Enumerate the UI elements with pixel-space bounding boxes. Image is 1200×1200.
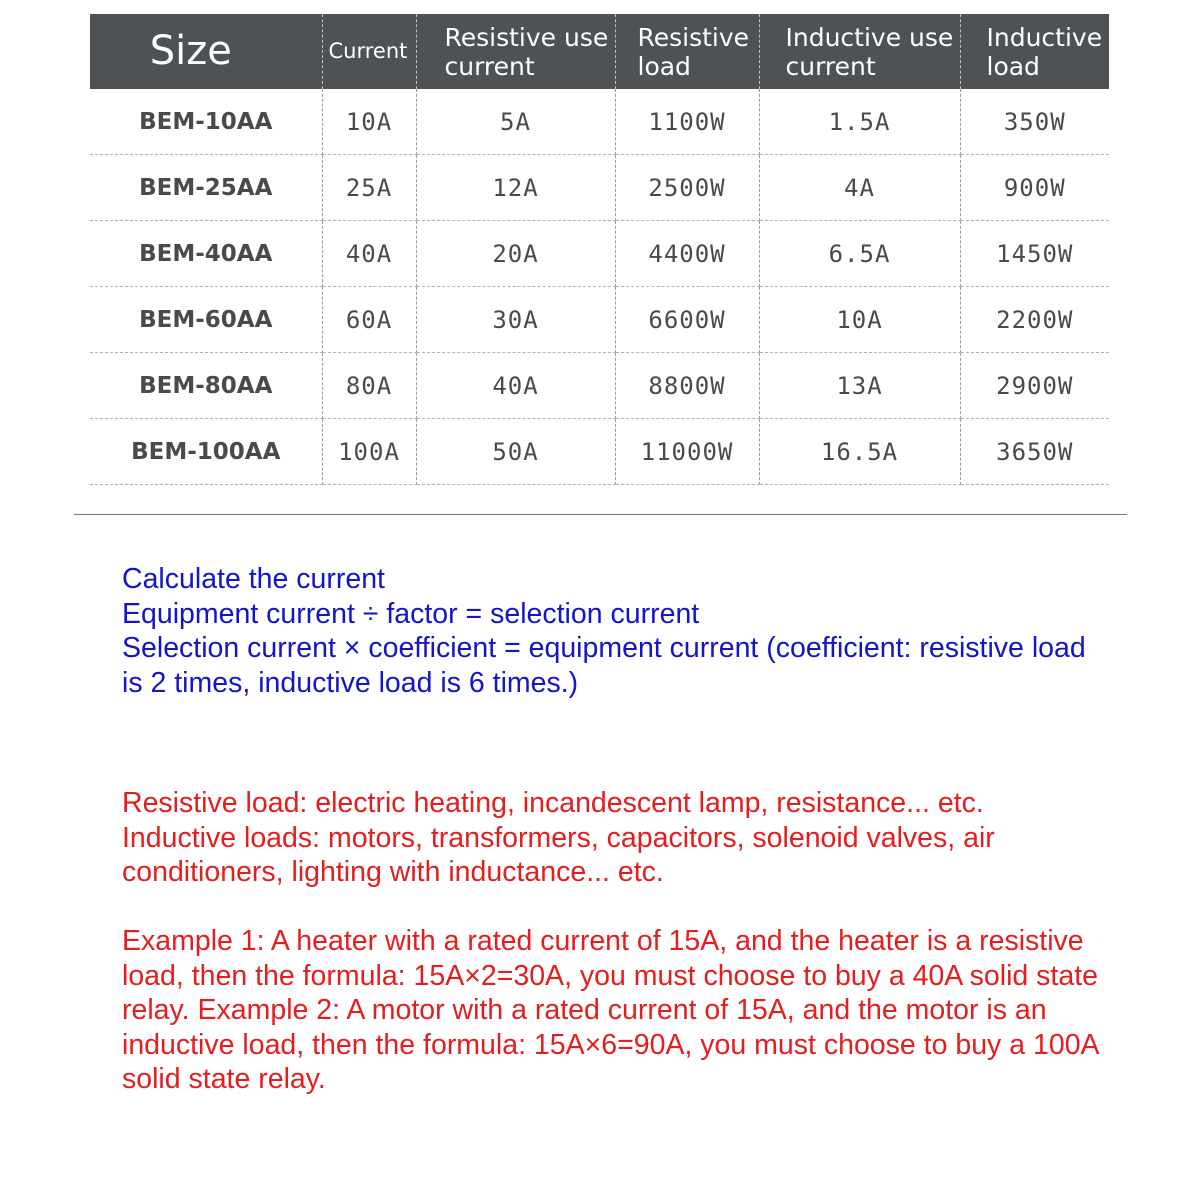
calculation-heading: Calculate the current [122, 563, 385, 595]
current-cell: 40A [322, 221, 416, 287]
resistive-load-cell: 4400W [615, 221, 759, 287]
resistive-use-current-cell: 5A [416, 89, 615, 155]
header-current: Current [322, 14, 416, 89]
header-row [90, 14, 1109, 89]
current-cell: 10A [322, 89, 416, 155]
inductive-use-current-cell: 16.5A [759, 419, 960, 485]
header-resistive-load: Resistive load [615, 14, 759, 89]
inductive-load-cell: 2200W [960, 287, 1109, 353]
inductive-load-cell: 350W [960, 89, 1109, 155]
examples [122, 924, 1112, 1097]
resistive-use-current-cell: 20A [416, 221, 615, 287]
resistive-load-cell: 8800W [615, 353, 759, 419]
table-row [90, 155, 1109, 221]
inductive-load-cell: 1450W [960, 221, 1109, 287]
table-row [90, 89, 1109, 155]
model-cell: BEM-10AA [90, 89, 322, 155]
model-cell: BEM-80AA [90, 353, 322, 419]
section-divider [74, 514, 1127, 515]
header-inductive-use-current: Inductive use current [759, 14, 960, 89]
spec-table [90, 14, 1109, 485]
current-cell: 100A [322, 419, 416, 485]
resistive-load-cell: 1100W [615, 89, 759, 155]
model-cell: BEM-40AA [90, 221, 322, 287]
current-cell: 25A [322, 155, 416, 221]
examples-text: Example 1: A heater with a rated current of 15A, and the heater is a resistive load, then the formula: 15A×2=30A, you must choose to buy a 40A solid state relay. Example 2: A motor with a rated current of 15A, and the motor is an inductive load, then the formula: 15A×6=90A, you must choose to buy a 100A solid state relay. [122, 925, 1098, 1095]
table-row [90, 419, 1109, 485]
header-inductive-load: Inductive load [960, 14, 1109, 89]
resistive-use-current-cell: 12A [416, 155, 615, 221]
inductive-load-cell: 3650W [960, 419, 1109, 485]
calculation-notes [122, 562, 1112, 700]
current-cell: 60A [322, 287, 416, 353]
model-cell: BEM-100AA [90, 419, 322, 485]
resistive-load-cell: 11000W [615, 419, 759, 485]
calculation-formula-2: Selection current × coefficient = equipment current (coefficient: resistive load is 2 times, inductive load is 6 times.) [122, 632, 1086, 699]
table-row [90, 287, 1109, 353]
inductive-use-current-cell: 4A [759, 155, 960, 221]
calculation-formula-1: Equipment current ÷ factor = selection current [122, 597, 700, 630]
model-cell: BEM-60AA [90, 287, 322, 353]
header-size: Size [90, 14, 322, 89]
header-resistive-use-current: Resistive use current [416, 14, 615, 89]
resistive-load-cell: 6600W [615, 287, 759, 353]
model-cell: BEM-25AA [90, 155, 322, 221]
inductive-load-cell: 900W [960, 155, 1109, 221]
resistive-load-definition: Resistive load: electric heating, incandescent lamp, resistance... etc. [122, 787, 984, 819]
resistive-use-current-cell: 30A [416, 287, 615, 353]
current-cell: 80A [322, 353, 416, 419]
inductive-use-current-cell: 6.5A [759, 221, 960, 287]
inductive-use-current-cell: 13A [759, 353, 960, 419]
resistive-use-current-cell: 40A [416, 353, 615, 419]
table-row [90, 221, 1109, 287]
load-type-notes [122, 786, 1112, 890]
inductive-use-current-cell: 1.5A [759, 89, 960, 155]
inductive-load-cell: 2900W [960, 353, 1109, 419]
resistive-load-cell: 2500W [615, 155, 759, 221]
table-row [90, 353, 1109, 419]
inductive-use-current-cell: 10A [759, 287, 960, 353]
inductive-load-definition: Inductive loads: motors, transformers, capacitors, solenoid valves, air conditioners, lighting with inductance... etc. [122, 821, 995, 888]
resistive-use-current-cell: 50A [416, 419, 615, 485]
